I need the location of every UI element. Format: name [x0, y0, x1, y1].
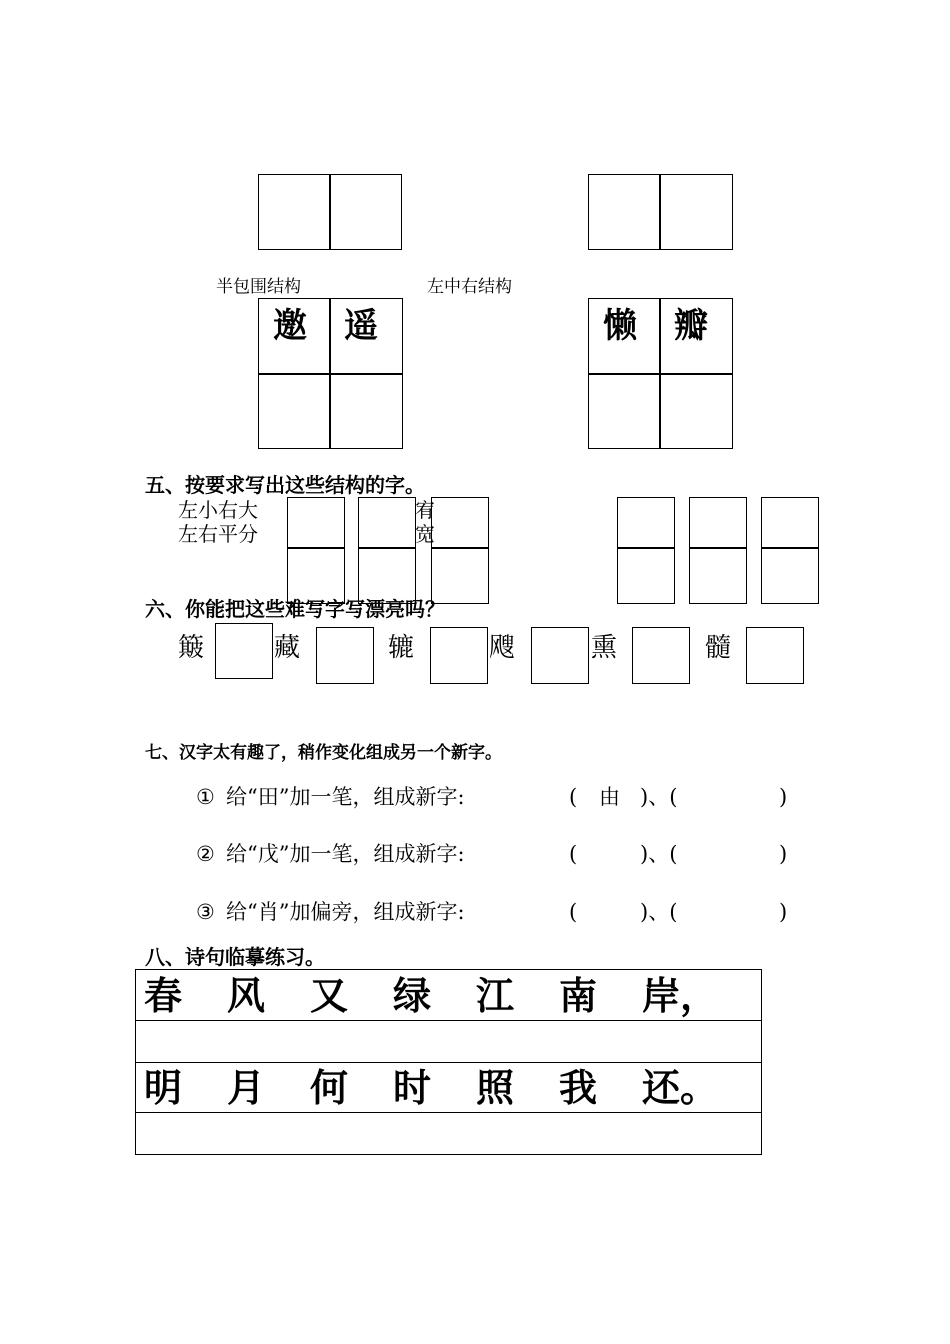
- item-text: 给“肖”加偏旁，组成新字:: [226, 900, 465, 924]
- item-number: ②: [196, 842, 215, 866]
- example-char: 瓣: [674, 306, 708, 346]
- write-box[interactable]: [632, 627, 690, 684]
- overlap-char: 宥: [415, 498, 435, 522]
- paren-open: (: [569, 785, 578, 809]
- write-box[interactable]: [329, 373, 403, 449]
- poem-char: 岸，: [642, 973, 719, 1018]
- paren-separator: )、(: [640, 785, 678, 809]
- poem-char: 何: [310, 1065, 349, 1110]
- write-box[interactable]: [761, 547, 819, 604]
- write-box[interactable]: [617, 497, 675, 549]
- paren-separator: )、(: [640, 842, 678, 866]
- write-box[interactable]: [588, 174, 661, 250]
- section5-line-even: 左右平分: [178, 522, 258, 546]
- hard-char: 飕: [489, 633, 516, 663]
- write-box[interactable]: [258, 373, 331, 449]
- poem-char: 风: [227, 973, 266, 1018]
- write-box[interactable]: [689, 547, 747, 604]
- item-number: ①: [196, 785, 215, 809]
- poem-char: 明: [144, 1065, 183, 1110]
- poem-copy-row-1[interactable]: [136, 1021, 761, 1061]
- item-text: 给“戊”加一笔，组成新字:: [226, 842, 465, 866]
- poem-copy-row-2[interactable]: [136, 1113, 761, 1153]
- write-box[interactable]: [659, 174, 733, 250]
- hard-char: 辘: [388, 633, 415, 663]
- write-box[interactable]: [659, 373, 733, 449]
- structure-label-semi-enclosed: 半包围结构: [216, 277, 301, 297]
- overlap-char: 宽: [415, 522, 435, 546]
- divider: [136, 1062, 761, 1063]
- paren-separator: )、(: [640, 900, 678, 924]
- write-box[interactable]: [316, 627, 374, 684]
- write-box[interactable]: [287, 497, 345, 549]
- write-box[interactable]: [329, 174, 402, 250]
- example-char: 遥: [344, 306, 378, 346]
- paren-close: ): [779, 900, 788, 924]
- paren-open: (: [569, 842, 578, 866]
- write-box[interactable]: [617, 547, 675, 604]
- write-box[interactable]: [746, 627, 804, 684]
- write-box[interactable]: [531, 627, 589, 684]
- section8-title: 八、诗句临摹练习。: [145, 945, 325, 969]
- example-char: 邀: [273, 306, 307, 346]
- poem-copy-table: [135, 969, 762, 1155]
- hard-char: 髓: [705, 633, 732, 663]
- section6-title: 六、你能把这些难写字写漂亮吗？: [145, 597, 445, 621]
- paren-open: (: [569, 900, 578, 924]
- poem-char: 江: [476, 973, 515, 1018]
- example-char: 懒: [603, 306, 637, 346]
- write-box[interactable]: [430, 627, 488, 684]
- hard-char: 藏: [274, 633, 301, 663]
- section5-line-left-small: 左小右大: [178, 498, 258, 522]
- poem-char: 时: [393, 1065, 432, 1110]
- hard-char: 簸: [178, 633, 205, 663]
- write-box[interactable]: [431, 497, 489, 549]
- write-box[interactable]: [215, 623, 273, 679]
- poem-char: 我: [559, 1065, 598, 1110]
- answer[interactable]: 由: [599, 785, 620, 809]
- poem-char: 又: [310, 973, 349, 1018]
- section5-title: 五、按要求写出这些结构的字。: [145, 473, 425, 497]
- hard-char: 熏: [591, 633, 618, 663]
- poem-char: 绿: [393, 973, 432, 1018]
- write-box[interactable]: [287, 547, 345, 604]
- write-box[interactable]: [358, 547, 416, 604]
- poem-char: 照: [476, 1065, 515, 1110]
- write-box[interactable]: [258, 174, 331, 250]
- write-box[interactable]: [761, 497, 819, 549]
- write-box[interactable]: [358, 497, 416, 549]
- poem-char: 月: [227, 1065, 266, 1110]
- poem-char: 还。: [642, 1065, 719, 1110]
- item-number: ③: [196, 900, 215, 924]
- write-box[interactable]: [689, 497, 747, 549]
- write-box[interactable]: [588, 373, 661, 449]
- structure-label-left-middle-right: 左中右结构: [427, 277, 512, 297]
- paren-close: ): [779, 842, 788, 866]
- poem-char: 南: [559, 973, 598, 1018]
- poem-char: 春: [144, 973, 183, 1018]
- section7-title: 七、汉字太有趣了，稍作变化组成另一个新字。: [145, 743, 502, 763]
- poem-line-1: [144, 974, 732, 1018]
- poem-line-2: [144, 1066, 732, 1110]
- paren-close: ): [779, 785, 788, 809]
- write-box[interactable]: [431, 547, 489, 604]
- item-text: 给“田”加一笔，组成新字:: [226, 785, 465, 809]
